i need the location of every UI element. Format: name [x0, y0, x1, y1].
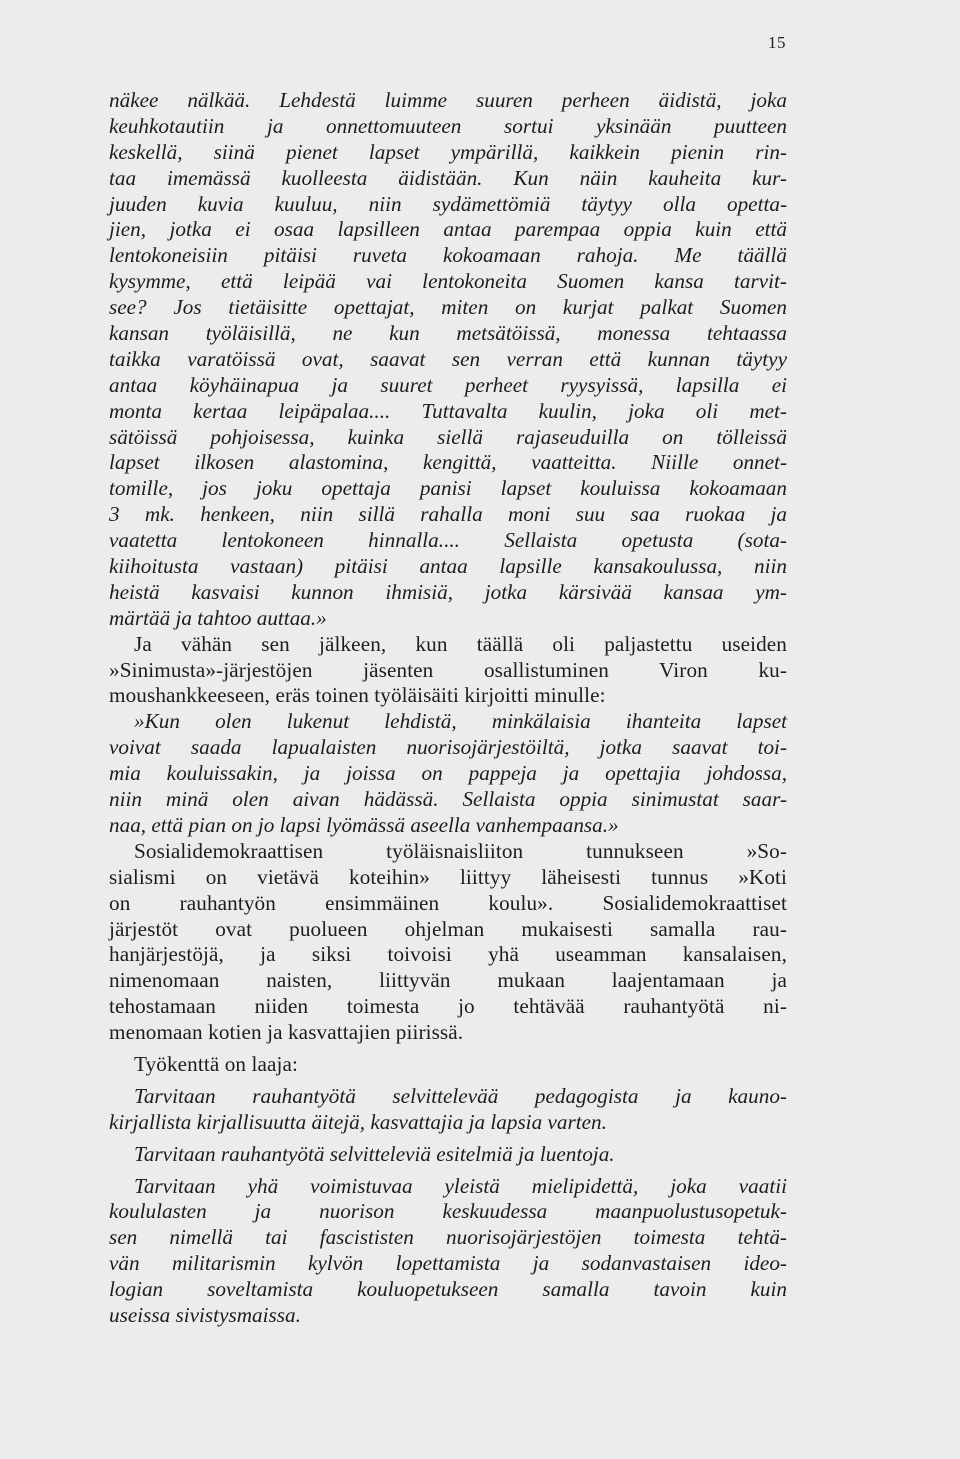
text-line: logian soveltamista kouluopetukseen samalla tavoin kuin — [109, 1277, 787, 1302]
text-line: näkee nälkää. Lehdestä luimme suuren perheen äidistä, joka — [109, 88, 787, 112]
text-line: naa, että pian on jo lapsi lyömässä aseella vanhempaansa.» — [109, 812, 619, 837]
text-line: taa imemässä kuolleesta äidistään. Kun näin kauheita kur- — [109, 165, 787, 190]
need-literature-paragraph — [109, 1084, 787, 1136]
text-line: Tarvitaan rauhantyötä selvittelevää pedagogista ja kauno- — [134, 1083, 787, 1108]
need-public-opinion-paragraph — [109, 1174, 787, 1329]
text-line: 3 mk. henkeen, niin sillä rahalla moni suu saa ruokaa ja — [109, 502, 787, 527]
text-line: sen nimellä tai fascististen nuorisojärjestöjen toimesta tehtä- — [109, 1225, 787, 1250]
social-democrat-paragraph — [109, 839, 787, 1046]
text-line: järjestöt ovat puolueen ohjelman mukaisesti samalla rau- — [109, 916, 787, 941]
text-line: antaa köyhäinapua ja suuret perheet ryysyissä, lapsilla ei — [109, 372, 787, 397]
text-line: keskellä, siinä pienet lapset ympärillä, kaikkein pienin rin- — [109, 139, 787, 164]
text-line: koululasten ja nuorison keskuudessa maanpuolustusopetuk- — [109, 1199, 787, 1224]
text-line: hanjärjestöjä, ja siksi toivoisi yhä useamman kansalaisen, — [109, 942, 787, 967]
text-line: märtää ja tahtoo auttaa.» — [109, 605, 327, 630]
text-line: kansan työläisillä, ne kun metsätöissä, monessa tehtaassa — [109, 321, 787, 346]
text-line: vän militarismin kylvön lopettamista ja sodanvastaisen ideo- — [109, 1251, 787, 1276]
body-text — [109, 88, 787, 1329]
text-line: juuden kuvia kuuluu, niin sydämettömiä täytyy olla opetta- — [109, 191, 787, 216]
text-line: monta kertaa leipäpalaa.... Tuttavalta kuulin, joka oli met- — [109, 398, 787, 423]
text-line: voivat saada lapualaisten nuorisojärjestöiltä, jotka saavat toi- — [109, 735, 787, 760]
text-line: niin minä olen aivan hädässä. Sellaista oppia sinimustat saar- — [109, 787, 787, 812]
text-line: tomille, jos joku opettaja panisi lapset kouluissa kokoamaan — [109, 476, 787, 501]
letter-quote-paragraph — [109, 88, 787, 632]
page-number: 15 — [768, 33, 786, 52]
text-line: nimenomaan naisten, liittyvän mukaan laajentamaan ja — [109, 968, 787, 993]
text-line: see? Jos tietäisitte opettajat, miten on kurjat palkat Suomen — [109, 295, 787, 320]
text-line: tehostamaan niiden toimesta jo tehtävää rauhantyötä ni- — [109, 994, 787, 1019]
text-line: lentokoneisiin pitäisi ruveta kokoamaan rahoja. Me täällä — [109, 243, 787, 268]
text-line: sätöissä pohjoisessa, kuinka siellä rajaseuduilla on tölleissä — [109, 424, 787, 449]
text-line: sialismi on vietävä koteihin» liittyy läheisesti tunnus »Koti — [109, 864, 787, 889]
text-line: heistä kasvaisi kunnon ihmisiä, jotka kärsivää kansaa ym- — [109, 579, 787, 604]
text-line: »Kun olen lukenut lehdistä, minkälaisia ihanteita lapset — [134, 709, 787, 734]
text-line: kirjallista kirjallisuutta äitejä, kasvattajia ja lapsia varten. — [109, 1109, 607, 1134]
text-line: jien, jotka ei osaa lapsilleen antaa parempaa oppia kuin että — [109, 217, 787, 242]
text-line: kysymme, että leipää vai lentokoneita Suomen kansa tarvit- — [109, 269, 787, 294]
text-line: »Sinimusta»-järjestöjen jäsenten osallistuminen Viron ku- — [109, 657, 787, 682]
text-line: Sosialidemokraattisen työläisnaisliiton tunnukseen »So- — [134, 838, 787, 863]
text-line: Ja vähän sen jälkeen, kun täällä oli paljastettu useiden — [134, 631, 787, 656]
text-line: menomaan kotien ja kasvattajien piirissä. — [109, 1020, 464, 1045]
text-line: vaatetta lentokoneen hinnalla.... Sellaista opetusta (sota- — [109, 528, 787, 553]
text-line: useissa sivistysmaissa. — [109, 1302, 301, 1327]
text-line: Tarvitaan rauhantyötä selvitteleviä esitelmiä ja luentoja. — [134, 1141, 615, 1166]
text-line: taikka varatöissä ovat, saavat sen verran että kunnan täytyy — [109, 346, 787, 371]
need-lectures-paragraph — [109, 1142, 787, 1168]
text-line: kiihoitusta vastaan) pitäisi antaa lapsille kansakoulussa, niin — [109, 554, 787, 579]
narrative-paragraph — [109, 632, 787, 710]
field-of-work-heading — [109, 1052, 787, 1078]
text-line: lapset ilkosen alastomina, kengittä, vaatteitta. Niille onnet- — [109, 450, 787, 475]
text-line: Tarvitaan yhä voimistuvaa yleistä mielipidettä, joka vaatii — [134, 1173, 787, 1198]
text-line: on rauhantyön ensimmäinen koulu». Sosialidemokraattiset — [109, 890, 787, 915]
text-line: Työkenttä on laaja: — [134, 1051, 298, 1076]
text-line: moushankkeeseen, eräs toinen työläisäiti kirjoitti minulle: — [109, 683, 606, 708]
text-line: keuhkotautiin ja onnettomuuteen sortui yksinään puutteen — [109, 113, 787, 138]
text-line: mia kouluissakin, ja joissa on pappeja ja opettajia johdossa, — [109, 761, 787, 786]
second-letter-quote — [109, 709, 787, 838]
